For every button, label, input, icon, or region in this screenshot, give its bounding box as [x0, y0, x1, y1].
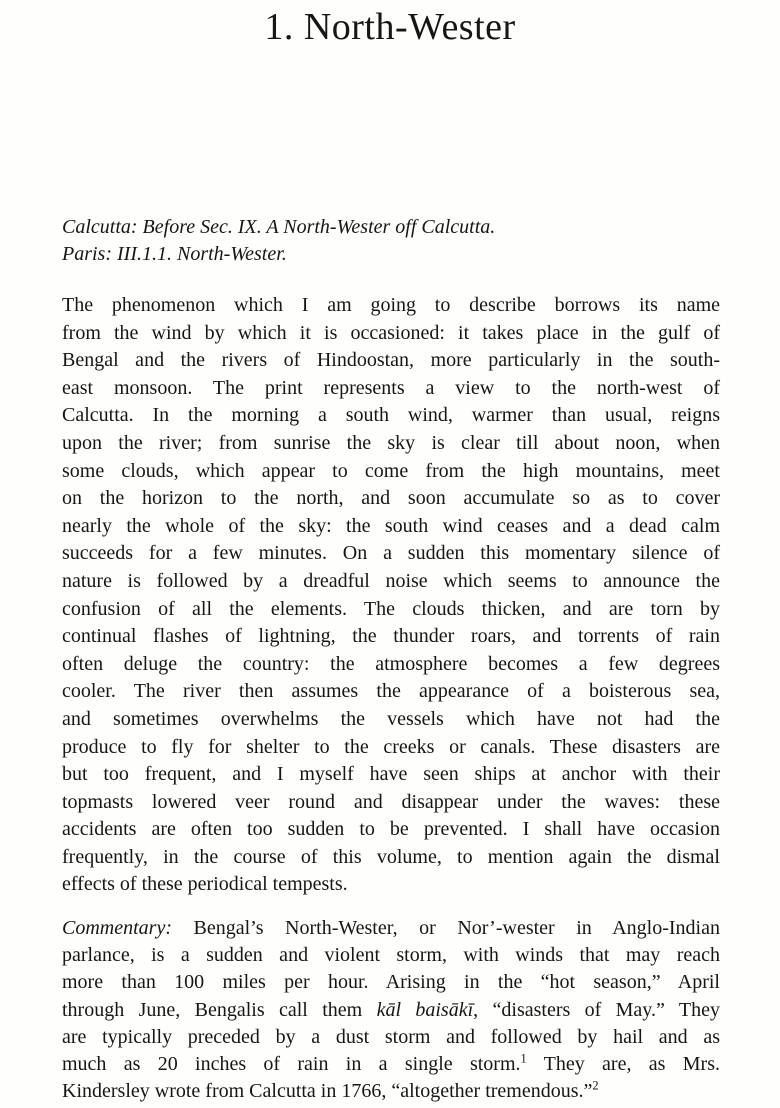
text-segment: cooler. The river then assumes the appearance of a boisterous sea, [62, 680, 720, 703]
text-line [62, 915, 720, 942]
text-segment: some clouds, which appear to come from the high mountains, meet [62, 459, 720, 482]
text-line [62, 540, 720, 568]
epigraph-line [62, 241, 720, 268]
epigraph [62, 214, 720, 268]
text-line [62, 789, 720, 817]
text-line [62, 596, 720, 624]
text-line [62, 375, 720, 403]
text-line [62, 871, 720, 899]
text-line [62, 734, 720, 762]
text-segment: frequently, in the course of this volume, to mention again the dismal [62, 845, 720, 868]
text-line [62, 430, 720, 458]
body-text [62, 292, 720, 1105]
text-segment: are typically preceded by a dust storm and followed by hail and as [62, 1025, 720, 1048]
text-segment: east monsoon. The print represents a view to the north-west of [62, 376, 720, 399]
epigraph-line [62, 214, 720, 241]
text-segment: Bengal and the rivers of Hindoostan, more particularly in the south- [62, 349, 720, 372]
text-segment: topmasts lowered veer round and disappear under the waves: these [62, 790, 720, 813]
text-line [62, 844, 720, 872]
text-segment: Bengal’s North-Wester, or Nor’-wester in Anglo-Indian [171, 917, 720, 940]
text-line [62, 623, 720, 651]
text-segment: continual flashes of lightning, the thunder roars, and torrents of rain [62, 625, 720, 648]
text-line [62, 761, 720, 789]
text-line [62, 816, 720, 844]
text-line [62, 678, 720, 706]
text-segment: succeeds for a few minutes. On a sudden this momentary silence of [62, 542, 720, 565]
text-segment: They are, as Mrs. [526, 1053, 720, 1076]
text-segment: from the wind by which it is occasioned: it takes place in the gulf of [62, 321, 720, 344]
text-segment: nearly the whole of the sky: the south wind ceases and a dead calm [62, 514, 720, 537]
text-line [62, 997, 720, 1024]
text-segment: upon the river; from sunrise the sky is clear till about noon, when [62, 431, 720, 454]
text-segment: Calcutta. In the morning a south wind, warmer than usual, reigns [62, 404, 720, 427]
text-line [62, 942, 720, 969]
text-line [62, 292, 720, 320]
text-segment: confusion of all the elements. The clouds thicken, and are torn by [62, 597, 720, 620]
text-segment: , “disasters of May.” They [473, 998, 720, 1021]
commentary-paragraph [62, 915, 720, 1105]
text-segment: Kindersley wrote from Calcutta in 1766, “altogether tremendous.” [62, 1080, 593, 1103]
text-column [0, 214, 780, 1105]
text-segment: but too frequent, and I myself have seen ships at anchor with their [62, 763, 720, 786]
text-line [62, 513, 720, 541]
text-segment: more than 100 miles per hour. Arising in the “hot season,” April [62, 971, 720, 994]
text-segment: much as 20 inches of rain in a single storm. [62, 1053, 521, 1076]
text-segment: accidents are often too sudden to be prevented. I shall have occasion [62, 818, 720, 841]
text-segment: nature is followed by a dreadful noise which seems to announce the [62, 569, 720, 592]
text-segment: kāl baisākī [376, 998, 474, 1021]
text-line [62, 402, 720, 430]
chapter-title: 1. North-Wester [264, 6, 516, 48]
text-segment: on the horizon to the north, and soon accumulate so as to cover [62, 487, 720, 510]
text-segment: and sometimes overwhelms the vessels which have not had the [62, 707, 720, 730]
footnote-marker: 2 [592, 1078, 599, 1093]
text-line [62, 458, 720, 486]
text-segment: Paris: III.1.1. North-Wester. [62, 243, 287, 265]
text-line [62, 320, 720, 348]
text-segment: effects of these periodical tempests. [62, 873, 348, 896]
text-line [62, 1024, 720, 1051]
text-segment: parlance, is a sudden and violent storm, with winds that may reach [62, 944, 720, 967]
text-line [62, 706, 720, 734]
text-segment: through June, Bengalis call them [62, 998, 377, 1021]
text-segment: produce to fly for shelter to the creeks or canals. These disasters are [62, 735, 720, 758]
text-segment: The phenomenon which I am going to describe borrows its name [62, 294, 720, 316]
text-line [62, 969, 720, 996]
text-line [62, 651, 720, 679]
text-line [62, 568, 720, 596]
text-line [62, 1051, 720, 1078]
footnote-marker: 1 [520, 1051, 527, 1066]
text-line [62, 1078, 720, 1105]
text-segment: Commentary: [62, 917, 172, 940]
text-segment: often deluge the country: the atmosphere becomes a few degrees [62, 652, 720, 675]
text-line [62, 347, 720, 375]
text-line [62, 485, 720, 513]
description-paragraph [62, 292, 720, 899]
text-segment: Calcutta: Before Sec. IX. A North-Wester off Calcutta. [62, 216, 496, 238]
